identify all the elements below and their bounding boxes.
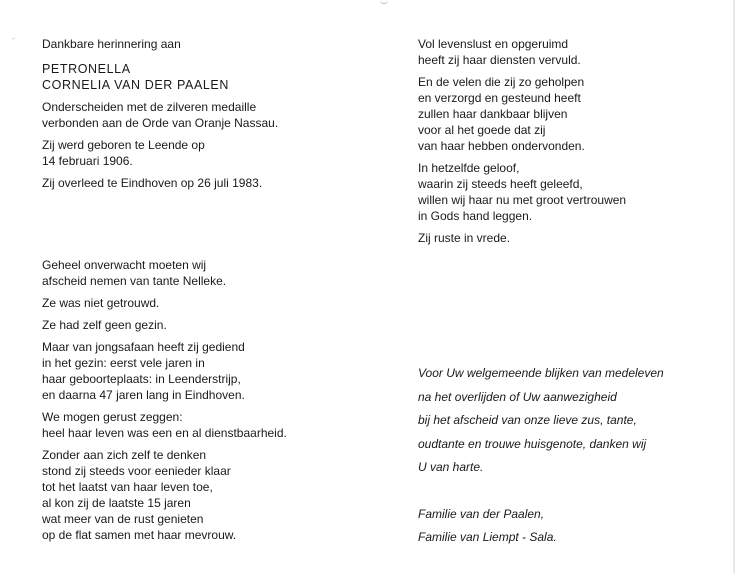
text-line: tot het laatst van haar leven toe, [42,480,213,494]
text-line: Vol levenslust en opgeruimd [418,37,569,51]
text-line: heeft zij haar diensten vervuld. [418,53,581,67]
left-column-bottom [42,257,362,543]
text-line: voor al het goede dat zij [418,123,546,137]
text-line: in Gods hand leggen. [418,209,533,223]
medal-line: verbonden aan de Orde van Oranje Nassau. [42,116,279,130]
text-line: Geheel onverwacht moeten wij [42,258,207,272]
text-line: stond zij steeds voor eenieder klaar [42,464,231,478]
left-column-top [42,36,362,191]
text-line: Zonder aan zich zelf te denken [42,448,207,462]
text-line: En de velen die zij zo geholpen [418,75,585,89]
death-line: Zij overleed te Eindhoven op 26 juli 1983. [42,176,263,190]
thanks-line: oudtante en trouwe huisgenote, danken wij [418,436,647,451]
text-line: en daarna 47 jaren lang in Eindhoven. [42,388,245,402]
text-line: willen wij haar nu met groot vertrouwen [418,193,627,207]
text-line: zullen haar dankbaar blijven [418,107,568,121]
text-line: heel haar leven was een en al dienstbaarheid. [42,426,287,440]
text-line: in het gezin: eerst vele jaren in [42,356,205,370]
thanks-line: Voor Uw welgemeende blijken van medeleven [418,366,664,380]
medal-line: Onderscheiden met de zilveren medaille [42,100,257,114]
thanks-section [418,362,718,550]
deceased-surname: CORNELIA VAN DER PAALEN [42,78,229,92]
text-line: op de flat samen met haar mevrouw. [42,528,237,542]
text-line: Maar van jongsafaan heeft zij gediend [42,340,245,354]
right-column-top [418,36,718,246]
text-line: wat meer van de rust genieten [42,512,204,526]
birth-line: Zij werd geboren te Leende op [42,138,205,152]
family-signature: Familie van der Paalen, [418,506,545,521]
thanks-line: na het overlijden of Uw aanwezigheid [418,389,617,404]
text-line: Ze was niet getrouwd. [42,296,160,310]
deceased-first-names: PETRONELLA [42,62,131,76]
text-line: waarin zij steeds heeft geleefd, [418,177,583,191]
text-line: Ze had zelf geen gezin. [42,318,167,332]
text-line: en verzorgd en gesteund heeft [418,91,581,105]
birth-line: 14 februari 1906. [42,154,133,168]
text-line: haar geboorteplaats: in Leenderstrijp, [42,372,241,386]
text-line: van haar hebben ondervonden. [418,139,585,153]
text-line: al kon zij de laatste 15 jaren [42,496,191,510]
rest-in-peace: Zij ruste in vrede. [418,231,511,245]
thanks-line: U van harte. [418,460,484,474]
scan-artifact [380,0,388,4]
text-line: We mogen gerust zeggen: [42,410,183,424]
intro-text: Dankbare herinnering aan [42,37,181,51]
thanks-line: bij het afscheid van onze lieve zus, tante, [418,413,637,427]
text-line: In hetzelfde geloof, [418,161,520,175]
text-line: afscheid nemen van tante Nelleke. [42,274,227,288]
family-signature: Familie van Liempt - Sala. [418,530,557,544]
scan-artifact-dot [12,37,15,39]
